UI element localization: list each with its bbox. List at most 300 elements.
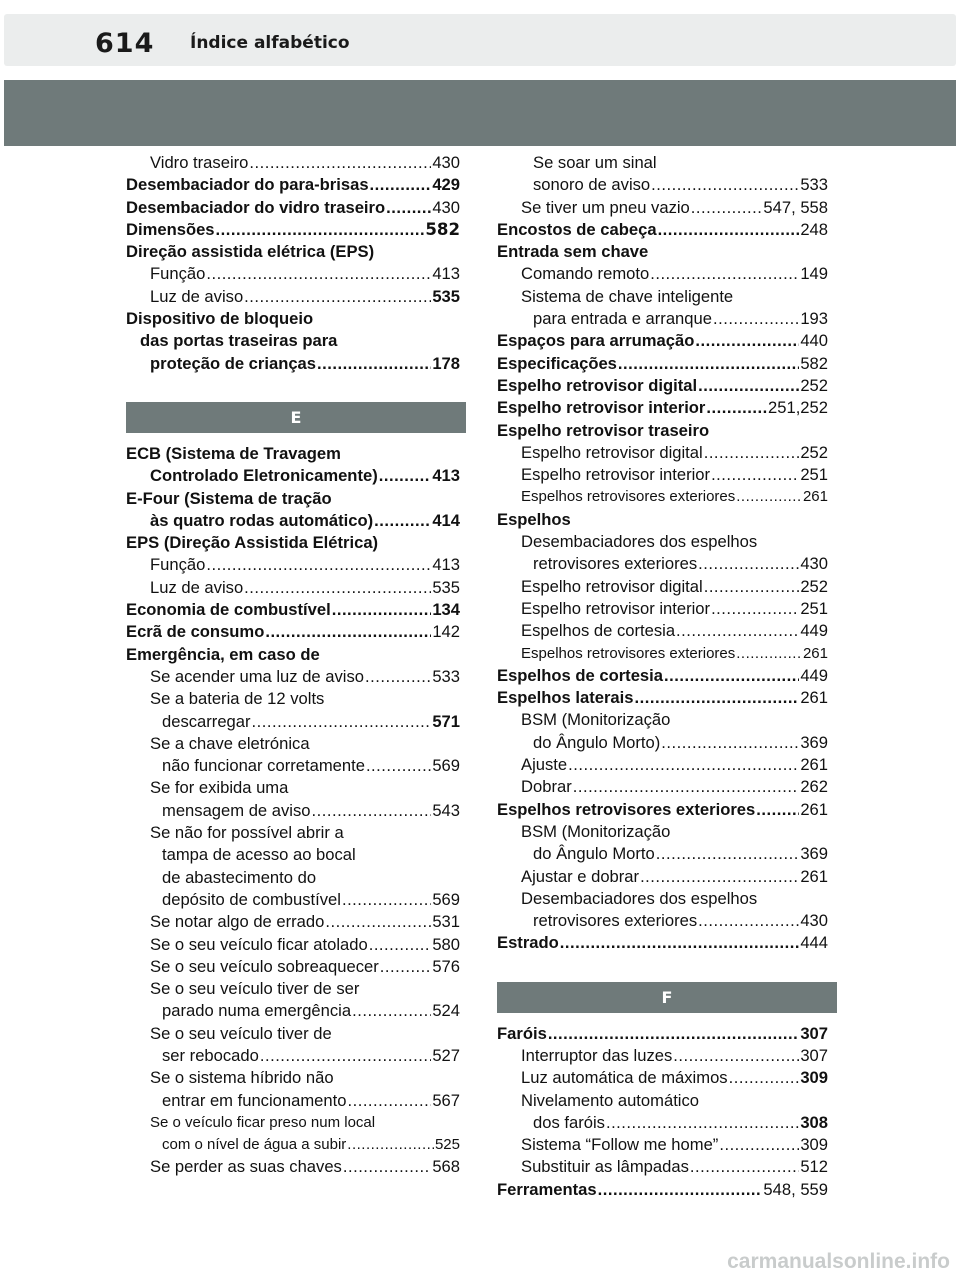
entry-term: Se for exibida uma bbox=[150, 778, 289, 798]
entry-page: 142 bbox=[432, 622, 460, 642]
entry-page: 430 bbox=[432, 153, 460, 172]
entry-term: E-Four (Sistema de tração bbox=[126, 488, 332, 508]
entry-page: 308 bbox=[800, 1112, 828, 1132]
index-entry bbox=[126, 263, 460, 285]
leader-dots bbox=[260, 1045, 431, 1067]
entry-term: Espelhos retrovisores exteriores bbox=[497, 799, 756, 819]
index-entry bbox=[497, 464, 828, 486]
leader-dots bbox=[656, 843, 800, 865]
index-entry bbox=[126, 978, 460, 1000]
entry-page: 429 bbox=[432, 175, 460, 195]
leader-dots bbox=[640, 866, 799, 888]
entry-page: 261 bbox=[800, 755, 828, 775]
entry-page: 571 bbox=[432, 711, 460, 731]
index-entry bbox=[126, 510, 460, 532]
index-entry bbox=[497, 1156, 828, 1178]
entry-page: 568 bbox=[432, 1157, 460, 1177]
leader-dots bbox=[598, 1179, 763, 1201]
index-entry bbox=[497, 553, 828, 575]
leader-dots bbox=[548, 1023, 800, 1045]
entry-term: BSM (Monitorização bbox=[521, 710, 671, 730]
entry-term: Espelhos retrovisores exteriores bbox=[521, 644, 736, 662]
entry-page: 251 bbox=[800, 465, 828, 485]
entry-page: 307 bbox=[800, 1023, 828, 1043]
leader-dots bbox=[736, 643, 802, 665]
leader-dots bbox=[706, 397, 767, 419]
entry-term: Se o veículo ficar preso num local bbox=[150, 1113, 376, 1131]
entry-page: 567 bbox=[432, 1090, 460, 1110]
entry-term: Vidro traseiro bbox=[150, 153, 249, 172]
entry-page: 430 bbox=[432, 197, 460, 217]
entry-term: do Ângulo Morto bbox=[533, 844, 655, 864]
entry-term: Se o seu veículo sobreaquecer bbox=[150, 956, 379, 976]
leader-dots bbox=[698, 375, 799, 397]
entry-page: 430 bbox=[800, 911, 828, 931]
entry-term: Se tiver um pneu vazio bbox=[521, 197, 690, 217]
leader-dots bbox=[312, 800, 432, 822]
entry-page: 261 bbox=[800, 866, 828, 886]
leader-dots bbox=[719, 1134, 799, 1156]
entry-term: Espelho retrovisor traseiro bbox=[497, 420, 710, 440]
entry-page: 413 bbox=[432, 466, 460, 486]
entry-term: Faróis bbox=[497, 1023, 547, 1043]
index-block bbox=[497, 1023, 828, 1201]
entry-term: Se perder as suas chaves bbox=[150, 1157, 342, 1177]
leader-dots bbox=[713, 308, 799, 330]
index-entry bbox=[497, 308, 828, 330]
entry-term: Espelho retrovisor digital bbox=[521, 576, 703, 596]
index-entry bbox=[497, 1023, 828, 1045]
index-entry bbox=[497, 286, 828, 308]
entry-page: 524 bbox=[432, 1001, 460, 1021]
index-entry bbox=[497, 263, 828, 285]
index-entry bbox=[126, 554, 460, 576]
leader-dots bbox=[244, 577, 431, 599]
index-entry bbox=[497, 1112, 828, 1134]
leader-dots bbox=[704, 576, 800, 598]
entry-page: 444 bbox=[800, 933, 828, 953]
index-entry bbox=[497, 888, 828, 910]
entry-page: 535 bbox=[432, 286, 460, 306]
entry-term: ser rebocado bbox=[162, 1045, 259, 1065]
index-entry bbox=[497, 598, 828, 620]
leader-dots bbox=[370, 174, 432, 196]
leader-dots bbox=[676, 620, 799, 642]
entry-term: mensagem de aviso bbox=[162, 800, 311, 820]
leader-dots bbox=[729, 1067, 800, 1089]
entry-term: BSM (Monitorização bbox=[521, 821, 671, 841]
letter-heading-f: F bbox=[497, 982, 837, 1013]
index-entry bbox=[497, 866, 828, 888]
entry-page: 369 bbox=[800, 732, 828, 752]
entry-term: Especificações bbox=[497, 353, 617, 373]
index-entry bbox=[126, 777, 460, 799]
index-entry bbox=[126, 1023, 460, 1045]
entry-term: Encostos de cabeça bbox=[497, 219, 657, 239]
leader-dots bbox=[244, 286, 431, 308]
entry-term: Estrado bbox=[497, 933, 559, 953]
index-entry bbox=[126, 911, 460, 933]
index-entry bbox=[126, 666, 460, 688]
index-entry bbox=[497, 1090, 828, 1112]
index-entry bbox=[126, 219, 460, 241]
entry-term: Ecrã de consumo bbox=[126, 622, 265, 642]
entry-page: 252 bbox=[800, 576, 828, 596]
entry-term: depósito de combustível bbox=[162, 889, 341, 909]
index-entry bbox=[126, 844, 460, 866]
index-entry bbox=[126, 755, 460, 777]
index-entry bbox=[497, 1179, 828, 1201]
index-entry bbox=[497, 576, 828, 598]
index-entry bbox=[497, 732, 828, 754]
entry-page: 309 bbox=[800, 1068, 828, 1088]
index-entry bbox=[126, 330, 460, 352]
leader-dots bbox=[658, 219, 800, 241]
leader-dots bbox=[690, 1156, 799, 1178]
entry-page: 178 bbox=[432, 353, 460, 373]
entry-term: Luz de aviso bbox=[150, 577, 244, 597]
entry-term: Função bbox=[150, 555, 206, 575]
entry-term: Espelho retrovisor interior bbox=[497, 398, 706, 418]
index-entry bbox=[497, 486, 828, 508]
index-entry bbox=[126, 800, 460, 822]
entry-term: proteção de crianças bbox=[150, 353, 317, 373]
leader-dots bbox=[325, 911, 431, 933]
index-entry bbox=[126, 465, 460, 487]
index-entry bbox=[497, 353, 828, 375]
index-entry bbox=[497, 843, 828, 865]
index-entry bbox=[497, 375, 828, 397]
entry-page: 414 bbox=[432, 510, 460, 530]
index-entry bbox=[126, 353, 460, 375]
index-entry bbox=[497, 665, 828, 687]
entry-page: 548, 559 bbox=[763, 1179, 828, 1199]
entry-page: 535 bbox=[432, 577, 460, 597]
index-entry bbox=[497, 620, 828, 642]
leader-dots bbox=[216, 219, 425, 241]
leader-dots bbox=[365, 666, 431, 688]
entry-page: 307 bbox=[800, 1045, 828, 1065]
index-entry bbox=[497, 219, 828, 241]
entry-page: 449 bbox=[800, 621, 828, 641]
leader-dots bbox=[704, 442, 800, 464]
entry-term: Direção assistida elétrica (EPS) bbox=[126, 242, 375, 262]
entry-term: Espelhos de cortesia bbox=[521, 621, 676, 641]
leader-dots bbox=[695, 330, 799, 352]
index-entry bbox=[126, 711, 460, 733]
entry-page: 527 bbox=[432, 1045, 460, 1065]
entry-term: Dimensões bbox=[126, 219, 215, 239]
entry-term: Ferramentas bbox=[497, 1179, 597, 1199]
leader-dots bbox=[380, 956, 432, 978]
index-entry bbox=[126, 152, 460, 174]
leader-dots bbox=[352, 1000, 431, 1022]
entry-page: 547, 558 bbox=[763, 197, 828, 217]
entry-page: 248 bbox=[800, 219, 828, 239]
entry-page: 252 bbox=[800, 375, 828, 395]
leader-dots bbox=[342, 889, 431, 911]
index-entry bbox=[497, 932, 828, 954]
entry-page: 251 bbox=[800, 598, 828, 618]
entry-page: 252 bbox=[800, 442, 828, 462]
entry-term: Se acender uma luz de aviso bbox=[150, 666, 365, 686]
index-entry bbox=[497, 1067, 828, 1089]
entry-page: 582 bbox=[425, 219, 460, 239]
leader-dots bbox=[206, 263, 431, 285]
entry-term: Se a chave eletrónica bbox=[150, 733, 310, 753]
entry-page: 193 bbox=[800, 309, 828, 329]
entry-term: descarregar bbox=[162, 711, 251, 731]
index-entry bbox=[126, 286, 460, 308]
entry-term: Espelho retrovisor interior bbox=[521, 598, 711, 618]
entry-page: 149 bbox=[800, 264, 828, 284]
index-block bbox=[126, 152, 460, 375]
entry-page: 413 bbox=[432, 264, 460, 284]
entry-page: 440 bbox=[800, 331, 828, 351]
leader-dots bbox=[317, 353, 431, 375]
index-entry bbox=[126, 956, 460, 978]
index-block bbox=[126, 443, 460, 1179]
index-entry bbox=[126, 443, 460, 465]
leader-dots bbox=[206, 554, 431, 576]
entry-page: 576 bbox=[432, 956, 460, 976]
index-entry bbox=[497, 174, 828, 196]
leader-dots bbox=[568, 754, 799, 776]
leader-dots bbox=[573, 776, 800, 798]
entry-term: Sistema “Follow me home” bbox=[521, 1135, 719, 1155]
leader-dots bbox=[698, 553, 799, 575]
leader-dots bbox=[650, 263, 799, 285]
entry-term: Espaços para arrumação bbox=[497, 331, 695, 351]
index-entry bbox=[126, 621, 460, 643]
entry-term: dos faróis bbox=[533, 1112, 605, 1132]
index-entry bbox=[126, 644, 460, 666]
entry-term: Luz de aviso bbox=[150, 286, 244, 306]
entry-page: 580 bbox=[432, 934, 460, 954]
index-entry bbox=[126, 1112, 460, 1134]
entry-term: Desembaciador do para-brisas bbox=[126, 175, 369, 195]
entry-term: sonoro de aviso bbox=[533, 175, 651, 195]
entry-page: 525 bbox=[434, 1136, 460, 1154]
entry-term: parado numa emergência bbox=[162, 1001, 352, 1021]
entry-page: 449 bbox=[800, 665, 828, 685]
entry-term: Se não for possível abrir a bbox=[150, 823, 344, 843]
index-entry bbox=[497, 1045, 828, 1067]
index-entry bbox=[497, 442, 828, 464]
leader-dots bbox=[673, 1045, 799, 1067]
entry-term: Espelho retrovisor digital bbox=[497, 375, 698, 395]
entry-page: 262 bbox=[800, 777, 828, 797]
index-entry bbox=[126, 1067, 460, 1089]
entry-page: 533 bbox=[800, 175, 828, 195]
index-entry bbox=[497, 776, 828, 798]
entry-term: Espelhos laterais bbox=[497, 688, 634, 708]
entry-term: Ajustar e dobrar bbox=[521, 866, 640, 886]
index-entry bbox=[126, 1156, 460, 1178]
entry-page: 531 bbox=[432, 912, 460, 932]
index-entry bbox=[497, 910, 828, 932]
entry-term: Emergência, em caso de bbox=[126, 644, 320, 664]
entry-term: tampa de acesso ao bocal bbox=[162, 845, 356, 865]
entry-page: 309 bbox=[800, 1135, 828, 1155]
page-number: 614 bbox=[95, 28, 155, 59]
index-entry bbox=[126, 174, 460, 196]
index-entry bbox=[497, 821, 828, 843]
leader-dots bbox=[711, 598, 799, 620]
leader-dots bbox=[661, 732, 799, 754]
entry-term: Desembaciadores dos espelhos bbox=[521, 888, 758, 908]
entry-term: EPS (Direção Assistida Elétrica) bbox=[126, 533, 379, 553]
leader-dots bbox=[691, 197, 763, 219]
entry-term: Espelho retrovisor interior bbox=[521, 465, 711, 485]
index-entry bbox=[126, 889, 460, 911]
index-entry bbox=[497, 754, 828, 776]
entry-term: Espelhos retrovisores exteriores bbox=[521, 488, 736, 506]
leader-dots bbox=[698, 910, 799, 932]
entry-term: Função bbox=[150, 264, 206, 284]
leader-dots bbox=[651, 174, 799, 196]
index-entry bbox=[497, 799, 828, 821]
entry-term: das portas traseiras para bbox=[140, 331, 338, 351]
index-entry bbox=[497, 197, 828, 219]
entry-term: Comando remoto bbox=[521, 264, 650, 284]
index-entry bbox=[126, 867, 460, 889]
index-entry bbox=[126, 599, 460, 621]
entry-term: para entrada e arranque bbox=[533, 309, 712, 329]
index-entry bbox=[126, 688, 460, 710]
index-block bbox=[497, 152, 828, 955]
entry-page: 261 bbox=[802, 488, 828, 506]
entry-page: 251,252 bbox=[768, 398, 828, 418]
index-entry bbox=[497, 397, 828, 419]
entry-term: Se notar algo de errado bbox=[150, 912, 325, 932]
entry-term: Nivelamento automático bbox=[521, 1090, 700, 1110]
leader-dots bbox=[560, 932, 800, 954]
index-entry bbox=[126, 1090, 460, 1112]
entry-page: 413 bbox=[432, 555, 460, 575]
entry-term: Se o seu veículo tiver de ser bbox=[150, 979, 360, 999]
leader-dots bbox=[379, 465, 432, 487]
leader-dots bbox=[606, 1112, 799, 1134]
entry-page: 369 bbox=[800, 844, 828, 864]
entry-term: retrovisores exteriores bbox=[533, 911, 698, 931]
leader-dots bbox=[347, 1090, 431, 1112]
entry-page: 134 bbox=[432, 600, 460, 620]
watermark: carmanualsonline.info bbox=[727, 1250, 950, 1273]
entry-term: Economia de combustível bbox=[126, 600, 331, 620]
entry-term: retrovisores exteriores bbox=[533, 554, 698, 574]
index-entry bbox=[497, 420, 828, 442]
leader-dots bbox=[249, 152, 431, 174]
entry-term: Se o sistema híbrido não bbox=[150, 1068, 334, 1088]
entry-term: entrar em funcionamento bbox=[162, 1090, 347, 1110]
index-entry bbox=[497, 687, 828, 709]
entry-term: Espelho retrovisor digital bbox=[521, 442, 703, 462]
entry-term: não funcionar corretamente bbox=[162, 756, 365, 776]
index-entry bbox=[126, 577, 460, 599]
entry-term: Se soar um sinal bbox=[533, 153, 657, 172]
index-entry bbox=[497, 531, 828, 553]
index-entry bbox=[126, 532, 460, 554]
entry-term: Sistema de chave inteligente bbox=[521, 286, 734, 306]
entry-term: Dobrar bbox=[521, 777, 572, 797]
entry-term: Se o seu veículo tiver de bbox=[150, 1023, 332, 1043]
leader-dots bbox=[756, 799, 799, 821]
index-entry bbox=[126, 488, 460, 510]
leader-dots bbox=[369, 934, 432, 956]
entry-term: Entrada sem chave bbox=[497, 242, 649, 262]
leader-dots bbox=[332, 599, 432, 621]
leader-dots bbox=[664, 665, 799, 687]
index-entry bbox=[126, 241, 460, 263]
index-entry bbox=[126, 1134, 460, 1156]
index-entry bbox=[497, 241, 828, 263]
entry-page: 533 bbox=[432, 666, 460, 686]
entry-page: 261 bbox=[800, 688, 828, 708]
leader-dots bbox=[736, 486, 802, 508]
section-title: Índice alfabético bbox=[190, 33, 350, 53]
leader-dots bbox=[343, 1156, 431, 1178]
entry-term: Se a bateria de 12 volts bbox=[150, 689, 325, 709]
entry-term: Interruptor das luzes bbox=[521, 1045, 673, 1065]
leader-dots bbox=[711, 464, 799, 486]
entry-term: Desembaciador do vidro traseiro bbox=[126, 197, 386, 217]
leader-dots bbox=[618, 353, 799, 375]
index-entry bbox=[497, 509, 828, 531]
leader-dots bbox=[252, 711, 432, 733]
entry-term: ECB (Sistema de Travagem bbox=[126, 443, 341, 463]
entry-page: 569 bbox=[432, 756, 460, 776]
entry-term: do Ângulo Morto) bbox=[533, 732, 661, 752]
index-entry bbox=[126, 822, 460, 844]
index-entry bbox=[126, 1045, 460, 1067]
index-entry bbox=[126, 1000, 460, 1022]
entry-term: Substituir as lâmpadas bbox=[521, 1157, 689, 1177]
entry-page: 261 bbox=[802, 644, 828, 662]
entry-term: Espelhos bbox=[497, 509, 571, 529]
index-column-left bbox=[126, 152, 460, 1179]
entry-term: Dispositivo de bloqueio bbox=[126, 309, 314, 329]
index-entry bbox=[497, 152, 828, 174]
entry-term: de abastecimento do bbox=[162, 867, 317, 887]
leader-dots bbox=[366, 755, 431, 777]
entry-term: Espelhos de cortesia bbox=[497, 665, 664, 685]
entry-term: Controlado Eletronicamente) bbox=[150, 466, 378, 486]
index-entry bbox=[126, 197, 460, 219]
entry-term: às quatro rodas automático) bbox=[150, 510, 374, 530]
entry-term: com o nível de água a subir bbox=[162, 1136, 347, 1154]
index-entry bbox=[126, 934, 460, 956]
entry-page: 582 bbox=[800, 353, 828, 373]
entry-term: Luz automática de máximos bbox=[521, 1068, 728, 1088]
entry-term: Desembaciadores dos espelhos bbox=[521, 532, 758, 552]
index-entry bbox=[497, 1134, 828, 1156]
entry-page: 512 bbox=[800, 1157, 828, 1177]
entry-term: Se o seu veículo ficar atolado bbox=[150, 934, 368, 954]
leader-dots bbox=[635, 687, 800, 709]
header-band bbox=[4, 80, 956, 146]
letter-heading-e: E bbox=[126, 402, 466, 433]
leader-dots bbox=[374, 510, 431, 532]
index-entry bbox=[126, 733, 460, 755]
index-entry bbox=[497, 709, 828, 731]
entry-page: 261 bbox=[800, 799, 828, 819]
index-entry bbox=[497, 643, 828, 665]
index-entry bbox=[497, 330, 828, 352]
entry-term: Ajuste bbox=[521, 755, 568, 775]
leader-dots bbox=[386, 197, 431, 219]
leader-dots bbox=[347, 1134, 434, 1156]
